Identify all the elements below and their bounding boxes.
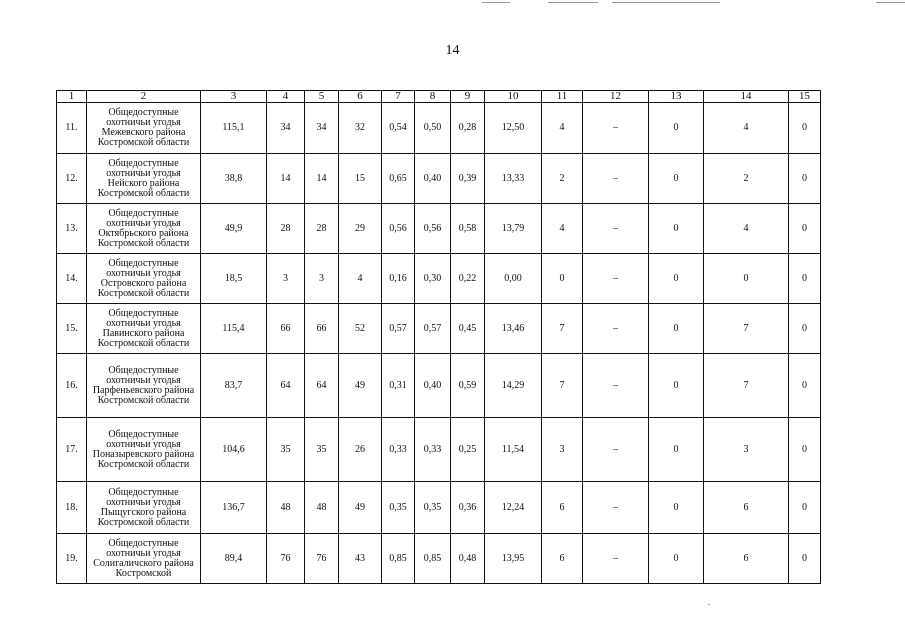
value-cell-c11: 4 — [542, 204, 583, 254]
value-cell-c3: 38,8 — [201, 154, 267, 204]
row-number-cell: 17. — [57, 418, 87, 482]
value-cell-c7: 0,57 — [382, 304, 415, 354]
value-cell-c14: 7 — [704, 354, 789, 418]
value-cell-c14: 3 — [704, 418, 789, 482]
page-number: 14 — [445, 43, 460, 58]
value-cell-c14: 4 — [704, 103, 789, 154]
value-cell-c15: 0 — [789, 482, 821, 534]
value-cell-c3: 89,4 — [201, 534, 267, 584]
value-cell-c10: 13,46 — [485, 304, 542, 354]
value-cell-c9: 0,22 — [451, 254, 485, 304]
value-cell-c5: 34 — [305, 103, 339, 154]
value-cell-c7: 0,35 — [382, 482, 415, 534]
value-cell-c12: – — [583, 304, 649, 354]
scan-edge-line — [482, 2, 510, 3]
value-cell-c12: – — [583, 482, 649, 534]
value-cell-c8: 0,57 — [415, 304, 451, 354]
column-header-8: 8 — [415, 91, 451, 103]
row-number-cell: 13. — [57, 204, 87, 254]
value-cell-c8: 0,85 — [415, 534, 451, 584]
value-cell-c13: 0 — [649, 103, 704, 154]
value-cell-c11: 2 — [542, 154, 583, 204]
value-cell-c13: 0 — [649, 254, 704, 304]
value-cell-c4: 3 — [267, 254, 305, 304]
value-cell-c14: 6 — [704, 534, 789, 584]
hunting-ground-name-cell: Общедоступные охотничьи угодья Октябрьского района Костромской области — [87, 204, 201, 254]
value-cell-c8: 0,50 — [415, 103, 451, 154]
value-cell-c10: 0,00 — [485, 254, 542, 304]
value-cell-c15: 0 — [789, 534, 821, 584]
value-cell-c3: 18,5 — [201, 254, 267, 304]
value-cell-c9: 0,45 — [451, 304, 485, 354]
value-cell-c14: 2 — [704, 154, 789, 204]
hunting-ground-name-cell: Общедоступные охотничьи угодья Солигаличского района Костромской — [87, 534, 201, 584]
value-cell-c15: 0 — [789, 354, 821, 418]
value-cell-c8: 0,40 — [415, 354, 451, 418]
value-cell-c4: 14 — [267, 154, 305, 204]
column-header-11: 11 — [542, 91, 583, 103]
value-cell-c4: 66 — [267, 304, 305, 354]
column-header-12: 12 — [583, 91, 649, 103]
value-cell-c13: 0 — [649, 204, 704, 254]
hunting-ground-name-cell: Общедоступные охотничьи угодья Павинского района Костромской области — [87, 304, 201, 354]
hunting-ground-name-cell: Общедоступные охотничьи угодья Пыщугского района Костромской области — [87, 482, 201, 534]
table-row — [57, 204, 821, 254]
value-cell-c13: 0 — [649, 354, 704, 418]
row-number-cell: 11. — [57, 103, 87, 154]
value-cell-c12: – — [583, 354, 649, 418]
value-cell-c3: 115,4 — [201, 304, 267, 354]
value-cell-c15: 0 — [789, 304, 821, 354]
table-header-row — [57, 91, 821, 103]
value-cell-c13: 0 — [649, 154, 704, 204]
value-cell-c7: 0,31 — [382, 354, 415, 418]
value-cell-c10: 13,33 — [485, 154, 542, 204]
column-header-2: 2 — [87, 91, 201, 103]
value-cell-c5: 48 — [305, 482, 339, 534]
column-header-6: 6 — [339, 91, 382, 103]
table-row — [57, 482, 821, 534]
value-cell-c8: 0,30 — [415, 254, 451, 304]
value-cell-c5: 28 — [305, 204, 339, 254]
column-header-5: 5 — [305, 91, 339, 103]
value-cell-c11: 7 — [542, 304, 583, 354]
hunting-ground-name-cell: Общедоступные охотничьи угодья Парфеньевского района Костромской области — [87, 354, 201, 418]
value-cell-c12: – — [583, 254, 649, 304]
value-cell-c9: 0,36 — [451, 482, 485, 534]
value-cell-c5: 35 — [305, 418, 339, 482]
scan-edge-line — [548, 2, 598, 3]
value-cell-c7: 0,65 — [382, 154, 415, 204]
value-cell-c6: 29 — [339, 204, 382, 254]
value-cell-c15: 0 — [789, 204, 821, 254]
value-cell-c10: 14,29 — [485, 354, 542, 418]
value-cell-c3: 136,7 — [201, 482, 267, 534]
column-header-10: 10 — [485, 91, 542, 103]
value-cell-c5: 76 — [305, 534, 339, 584]
value-cell-c15: 0 — [789, 418, 821, 482]
hunting-ground-name-cell: Общедоступные охотничьи угодья Островского района Костромской области — [87, 254, 201, 304]
scan-edge-line — [612, 2, 720, 3]
value-cell-c14: 0 — [704, 254, 789, 304]
value-cell-c12: – — [583, 154, 649, 204]
value-cell-c5: 66 — [305, 304, 339, 354]
value-cell-c7: 0,56 — [382, 204, 415, 254]
column-header-9: 9 — [451, 91, 485, 103]
row-number-cell: 18. — [57, 482, 87, 534]
value-cell-c10: 13,95 — [485, 534, 542, 584]
value-cell-c6: 52 — [339, 304, 382, 354]
value-cell-c11: 7 — [542, 354, 583, 418]
value-cell-c10: 12,50 — [485, 103, 542, 154]
table-row — [57, 254, 821, 304]
row-number-cell: 15. — [57, 304, 87, 354]
column-header-4: 4 — [267, 91, 305, 103]
value-cell-c5: 3 — [305, 254, 339, 304]
value-cell-c4: 28 — [267, 204, 305, 254]
scan-speck — [708, 604, 710, 605]
value-cell-c4: 35 — [267, 418, 305, 482]
value-cell-c12: – — [583, 418, 649, 482]
table-row — [57, 304, 821, 354]
value-cell-c9: 0,25 — [451, 418, 485, 482]
column-header-3: 3 — [201, 91, 267, 103]
value-cell-c8: 0,35 — [415, 482, 451, 534]
value-cell-c7: 0,54 — [382, 103, 415, 154]
value-cell-c4: 76 — [267, 534, 305, 584]
value-cell-c6: 32 — [339, 103, 382, 154]
value-cell-c9: 0,59 — [451, 354, 485, 418]
value-cell-c12: – — [583, 103, 649, 154]
value-cell-c11: 6 — [542, 482, 583, 534]
hunting-ground-name-cell: Общедоступные охотничьи угодья Межевского района Костромской области — [87, 103, 201, 154]
value-cell-c13: 0 — [649, 418, 704, 482]
hunting-ground-name-cell: Общедоступные охотничьи угодья Поназыревского района Костромской области — [87, 418, 201, 482]
row-number-cell: 19. — [57, 534, 87, 584]
value-cell-c6: 26 — [339, 418, 382, 482]
value-cell-c14: 7 — [704, 304, 789, 354]
value-cell-c4: 34 — [267, 103, 305, 154]
scan-edge-line — [876, 2, 905, 3]
value-cell-c13: 0 — [649, 482, 704, 534]
value-cell-c5: 14 — [305, 154, 339, 204]
value-cell-c15: 0 — [789, 154, 821, 204]
value-cell-c5: 64 — [305, 354, 339, 418]
value-cell-c8: 0,33 — [415, 418, 451, 482]
value-cell-c13: 0 — [649, 534, 704, 584]
value-cell-c3: 83,7 — [201, 354, 267, 418]
value-cell-c11: 4 — [542, 103, 583, 154]
value-cell-c15: 0 — [789, 103, 821, 154]
value-cell-c7: 0,85 — [382, 534, 415, 584]
value-cell-c6: 15 — [339, 154, 382, 204]
value-cell-c9: 0,28 — [451, 103, 485, 154]
column-header-14: 14 — [704, 91, 789, 103]
column-header-7: 7 — [382, 91, 415, 103]
value-cell-c14: 4 — [704, 204, 789, 254]
row-number-cell: 14. — [57, 254, 87, 304]
value-cell-c8: 0,56 — [415, 204, 451, 254]
value-cell-c10: 12,24 — [485, 482, 542, 534]
value-cell-c11: 6 — [542, 534, 583, 584]
table-row — [57, 103, 821, 154]
value-cell-c6: 43 — [339, 534, 382, 584]
hunting-grounds-table — [56, 90, 821, 584]
column-header-13: 13 — [649, 91, 704, 103]
value-cell-c9: 0,48 — [451, 534, 485, 584]
value-cell-c7: 0,16 — [382, 254, 415, 304]
value-cell-c10: 11,54 — [485, 418, 542, 482]
value-cell-c4: 48 — [267, 482, 305, 534]
hunting-ground-name-cell: Общедоступные охотничьи угодья Нейского района Костромской области — [87, 154, 201, 204]
value-cell-c14: 6 — [704, 482, 789, 534]
value-cell-c10: 13,79 — [485, 204, 542, 254]
value-cell-c6: 49 — [339, 482, 382, 534]
row-number-cell: 12. — [57, 154, 87, 204]
value-cell-c3: 104,6 — [201, 418, 267, 482]
value-cell-c11: 0 — [542, 254, 583, 304]
table-row — [57, 354, 821, 418]
value-cell-c9: 0,39 — [451, 154, 485, 204]
value-cell-c13: 0 — [649, 304, 704, 354]
value-cell-c9: 0,58 — [451, 204, 485, 254]
value-cell-c11: 3 — [542, 418, 583, 482]
value-cell-c12: – — [583, 534, 649, 584]
column-header-15: 15 — [789, 91, 821, 103]
value-cell-c7: 0,33 — [382, 418, 415, 482]
value-cell-c15: 0 — [789, 254, 821, 304]
value-cell-c8: 0,40 — [415, 154, 451, 204]
column-header-1: 1 — [57, 91, 87, 103]
value-cell-c3: 49,9 — [201, 204, 267, 254]
value-cell-c3: 115,1 — [201, 103, 267, 154]
table-row — [57, 418, 821, 482]
value-cell-c12: – — [583, 204, 649, 254]
row-number-cell: 16. — [57, 354, 87, 418]
value-cell-c6: 4 — [339, 254, 382, 304]
value-cell-c4: 64 — [267, 354, 305, 418]
value-cell-c6: 49 — [339, 354, 382, 418]
table-row — [57, 154, 821, 204]
table-row — [57, 534, 821, 584]
